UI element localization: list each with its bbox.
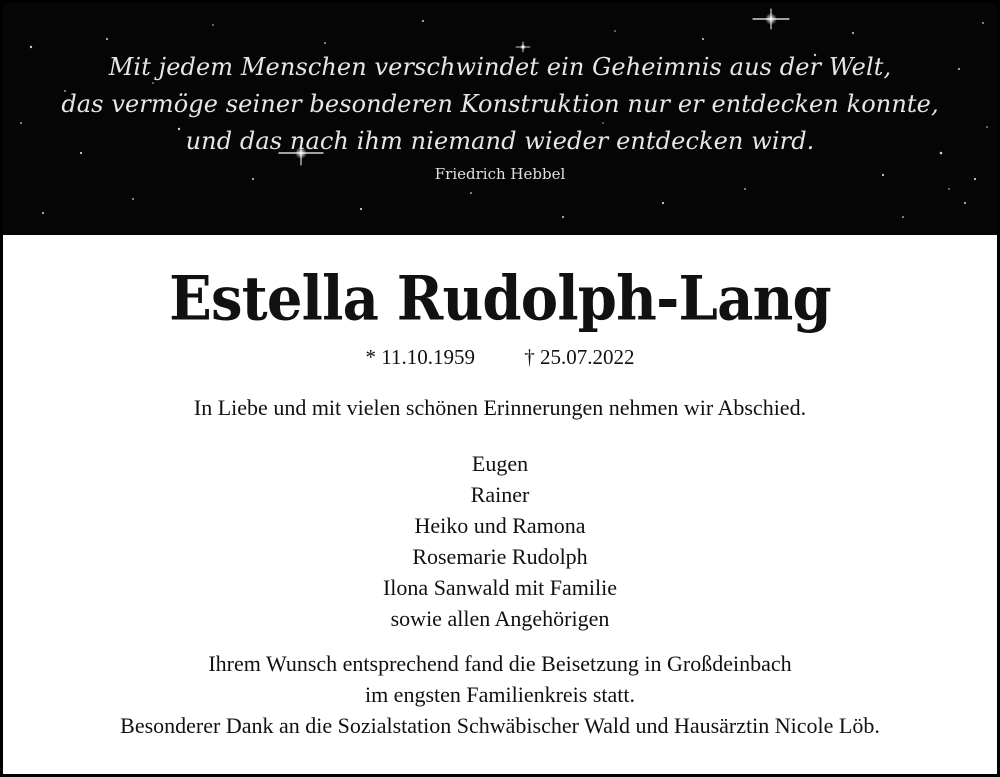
mourner-name: sowie allen Angehörigen [390, 606, 610, 631]
obituary-body [3, 235, 997, 774]
deceased-name: Estella Rudolph-Lang [169, 263, 831, 335]
life-dates [3, 343, 997, 371]
mourners-list [3, 448, 997, 634]
notice-line: im engsten Familienkreis statt. [364, 682, 636, 707]
mourner-name: Eugen [471, 451, 529, 476]
quote-line: und das nach ihm niemand wieder entdecken wird. [185, 127, 815, 155]
death-date: † 25.07.2022 [524, 345, 635, 369]
mourner-name: Heiko und Ramona [414, 513, 586, 538]
quote-author: Friedrich Hebbel [434, 165, 566, 183]
farewell-text: In Liebe und mit vielen schönen Erinnerungen nehmen wir Abschied. [193, 395, 807, 420]
quote-line: das vermöge seiner besonderen Konstruktion nur er entdecken konnte, [61, 90, 939, 118]
birth-date: * 11.10.1959 [365, 345, 475, 369]
mourner-name: Rosemarie Rudolph [412, 544, 588, 569]
notice-line: Ihrem Wunsch entsprechend fand die Beisetzung in Großdeinbach [208, 651, 792, 676]
quote-line: Mit jedem Menschen verschwindet ein Geheimnis aus der Welt, [108, 53, 892, 81]
burial-notice [3, 648, 997, 741]
mourner-name: Rainer [470, 482, 530, 507]
starry-sky-banner [3, 3, 997, 235]
thanks-line: Besonderer Dank an die Sozialstation Schwäbischer Wald und Hausärztin Nicole Löb. [120, 713, 880, 738]
mourner-name: Ilona Sanwald mit Familie [382, 575, 618, 600]
quote-block [3, 49, 997, 184]
